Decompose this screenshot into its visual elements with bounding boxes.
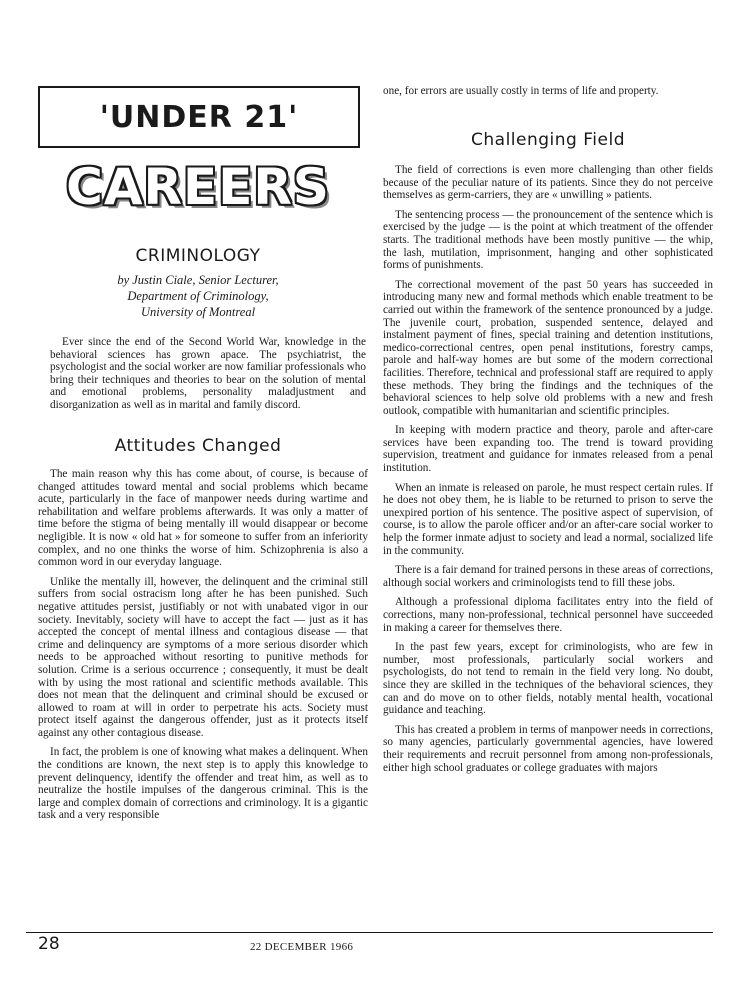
paragraph: The field of corrections is even more challenging than other fields because of the peculiar nature of its patients. Since they do not perceive themselves as germ-carriers, they are « unwilling » patients. xyxy=(383,164,713,202)
continuation-text xyxy=(383,85,713,105)
paragraph: When an inmate is released on parole, he must respect certain rules. If he does not obey them, he is liable to be returned to prison to serve the unexpired portion of his sentence. The positive aspect of supervision, of course, is to allow the parole officer and/or an after-care social worker to help the former inmate adjust to society and lead a normal, socialized life in the community. xyxy=(383,481,713,557)
paragraph: Ever since the end of the Second World War, knowledge in the behavioral sciences has grown apace. The psychiatrist, the psychologist and the social worker are now familiar professionals who bring their techniques and theories to bear on the solution of mental and emotional problems, personality maladjustment and disorganization as well as in marital and family discord. xyxy=(50,336,366,411)
byline-line: Department of Criminology, xyxy=(127,289,269,303)
series-title: 'UNDER 21' xyxy=(99,99,299,135)
paragraph: In the past few years, except for criminologists, who are few in number, most professionals, particularly social workers and psychologists, do not tend to remain in the field very long. No doubt, since they are skilled in the techniques of the behavioral sciences, they can and do move on to other fields, notably mental health, vocational guidance and teaching. xyxy=(383,641,713,717)
paragraph: The sentencing process — the pronouncement of the sentence which is exercised by the judge — is the point at which treatment of the offender starts. The traditional methods have been mostly punitive — the whip, the lash, mutilation, imprisonment, hanging and other sophisticated forms of punishments. xyxy=(383,208,713,272)
series-title-box xyxy=(38,86,360,148)
section2-body xyxy=(383,164,713,781)
section1-body xyxy=(38,468,368,829)
paragraph: The correctional movement of the past 50 years has succeeded in introducing many new and formal methods which enable treatment to be carried out within the framework of the sentence pronounced by a judge. The juvenile court, probation, suspended sentence, delayed and instalment payment of fines, special training and detention institutions, medico-correctional centres, open penal institutions, forestry camps, parole and half-way homes are but some of the modern correctional facilities. Therefore, technical and professional staff are required to apply these methods. They bring the findings and the techniques of the behavioral sciences to help solve old problems with a new and fresh outlook, compatible with humanitarian and scientific principles. xyxy=(383,278,713,417)
section-heading-attitudes: Attitudes Changed xyxy=(114,436,282,456)
section-heading-challenging: Challenging Field xyxy=(471,130,625,150)
paragraph: In fact, the problem is one of knowing what makes a delinquent. When the conditions are known, the next step is to apply this knowledge to prevent delinquency, identify the offender and treat him, as well as to neutralize the hostile impulses of the dangerous criminal. This is the large and complex domain of corrections and criminology. It is a gigantic task and a very responsible xyxy=(38,746,368,822)
paragraph: Unlike the mentally ill, however, the delinquent and the criminal still suffers from social ostracism long after he has been punished. Such negative attitudes persist, justifiably or not with unabated vigor in our society. Inevitably, society will have to accept the fact — just as it has accepted the concept of mental illness and contagious disease — that crime and delinquency are symptoms of a more serious disorder which needs to be approached without resorting to punitive methods for solution. Crime is a serious occurrence ; consequently, it must be dealt with by using the most rational and scientific methods available. This does not mean that the delinquent and criminal should be excused or allowed to roam at will in order to perpetrate his acts. Society must protect itself against the dangerous offender, just as it protects itself against any other contagious disease. xyxy=(38,575,368,739)
paragraph: one, for errors are usually costly in terms of life and property. xyxy=(383,85,659,97)
paragraph: In keeping with modern practice and theory, parole and after-care services have been expanding too. The trend is toward providing supervision, treatment and guidance for inmates released from a penal institution. xyxy=(383,424,713,475)
paragraph: There is a fair demand for trained persons in these areas of corrections, although social workers and criminologists tend to fill these jobs. xyxy=(383,564,713,589)
paragraph: This has created a problem in terms of manpower needs in corrections, so many agencies, particularly governmental agencies, have lowered their requirements and recruit personnel from among non-professionals, either high school graduates or college graduates with majors xyxy=(383,723,713,774)
paragraph: Although a professional diploma facilitates entry into the field of corrections, many non-professional, technical personnel have succeeded in making a career for themselves there. xyxy=(383,596,713,634)
intro-text xyxy=(50,336,366,419)
page-number: 28 xyxy=(38,934,60,954)
paragraph: The main reason why this has come about, of course, is because of changed attitudes toward mental and social problems which became acute, particularly in the face of manpower needs during wartime and rehabilitation and welfare problems afterwards. It was only a matter of time before the stigma of being mentally ill would disappear or become negligible. It is now « old hat » for someone to suffer from an inferiority complex, and no one thinks the worse of him. Schizophrenia is also a common word in our everyday language. xyxy=(38,468,368,569)
byline-line: by Justin Ciale, Senior Lecturer, xyxy=(117,273,279,287)
subject-title: CRIMINOLOGY xyxy=(135,246,261,266)
footer-divider xyxy=(26,932,713,933)
section-title: CAREERS xyxy=(66,158,330,216)
byline xyxy=(26,272,370,320)
byline-line: University of Montreal xyxy=(140,305,256,319)
issue-date: 22 DECEMBER 1966 xyxy=(250,941,354,953)
